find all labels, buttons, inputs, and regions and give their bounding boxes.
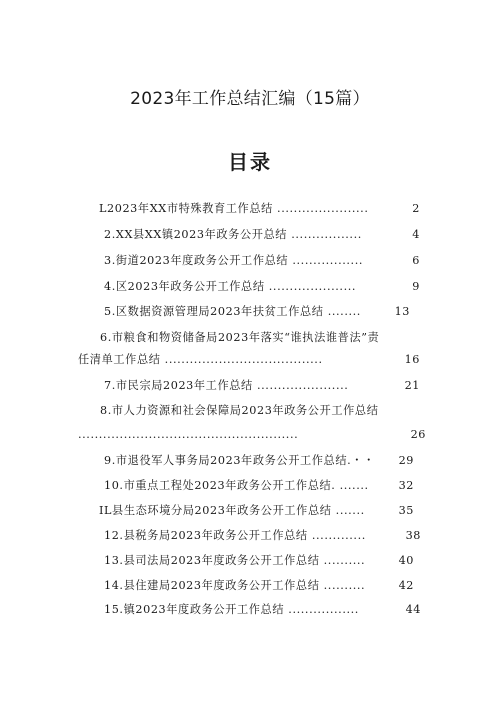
toc-entry <box>99 500 414 522</box>
toc-entry-title: L2023年XX市特殊教育工作总结 ...................... <box>99 202 369 215</box>
toc-entry-page: 26 <box>409 424 426 446</box>
toc-entry-page: 38 <box>404 525 421 547</box>
toc-entry <box>104 276 420 298</box>
toc-entry-title: 13.县司法局2023年度政务公开工作总结 .......... <box>104 554 366 567</box>
toc-entry-page: 32 <box>397 475 414 497</box>
toc-entry <box>104 375 420 397</box>
toc-entry-page: 4 <box>410 224 420 246</box>
toc-entry-page: 16 <box>403 349 420 371</box>
toc-entry-title: 5.区数据资源管理局2023年扶贫工作总结 ........ <box>104 305 361 318</box>
toc-entry <box>104 301 410 323</box>
toc-entry-title: IL县生态环境分局2023年政务公开工作总结 ....... <box>99 504 365 517</box>
toc-entry <box>104 550 414 572</box>
toc-entry-page: 6 <box>410 250 420 272</box>
toc-entry-title: 2.XX县XX镇2023年政务公开总结 ................. <box>104 228 362 241</box>
toc-entry <box>78 349 420 371</box>
toc-entry-page: 9 <box>410 276 420 298</box>
toc-entry-page: 42 <box>397 575 414 597</box>
toc-entry <box>104 250 420 272</box>
toc-entry <box>104 525 421 547</box>
toc-entry <box>100 327 420 349</box>
toc-heading: 目录 <box>228 150 272 174</box>
document-title: 2023年工作总结汇编（15篇） <box>130 89 370 109</box>
toc-entry <box>99 198 420 220</box>
toc-entry-title: 任清单工作总结 ...................................... <box>78 353 323 366</box>
toc-entry-title: 9.市退役军人事务局2023年政务公开工作总结.・・ <box>104 454 375 467</box>
toc-entry-page: 35 <box>397 500 414 522</box>
toc-entry <box>104 599 421 621</box>
toc-entry-title: 6.市粮食和物资储备局2023年落实“谁执法谁普法”责 <box>100 331 380 344</box>
toc-entry-page: 2 <box>410 198 420 220</box>
toc-entry-page: 44 <box>404 599 421 621</box>
toc-entry <box>100 400 420 422</box>
toc-entry-title: 10.市重点工程处2023年政务公开工作总结. ....... <box>104 479 369 492</box>
toc-entry-title: 8.市人力资源和社会保障局2023年政务公开工作总结 <box>100 404 379 417</box>
toc-entry <box>104 475 414 497</box>
toc-entry-title: 12.县税务局2023年政务公开工作总结 ............. <box>104 529 366 542</box>
toc-entry-title: 7.市民宗局2023年工作总结 ...................... <box>104 379 349 392</box>
toc-entry-title: 4.区2023年政务公开工作总结 ..................... <box>104 280 357 293</box>
toc-entry-page: 29 <box>397 450 414 472</box>
toc-entry-page: 40 <box>397 550 414 572</box>
toc-entry <box>104 224 420 246</box>
toc-entry-page: 13 <box>393 301 410 323</box>
toc-entry <box>104 575 414 597</box>
toc-entry-page: 21 <box>403 375 420 397</box>
toc-entry-title: 14.县住建局2023年度政务公开工作总结 .......... <box>104 579 366 592</box>
toc-entry <box>104 450 414 472</box>
toc-entry-title: 3.街道2023年度政务公开工作总结 ................. <box>104 254 364 267</box>
toc-entry-title: ..................................................... <box>78 428 299 441</box>
toc-entry-title: 15.镇2023年度政务公开工作总结 ................. <box>104 603 359 616</box>
toc-entry <box>78 424 426 446</box>
